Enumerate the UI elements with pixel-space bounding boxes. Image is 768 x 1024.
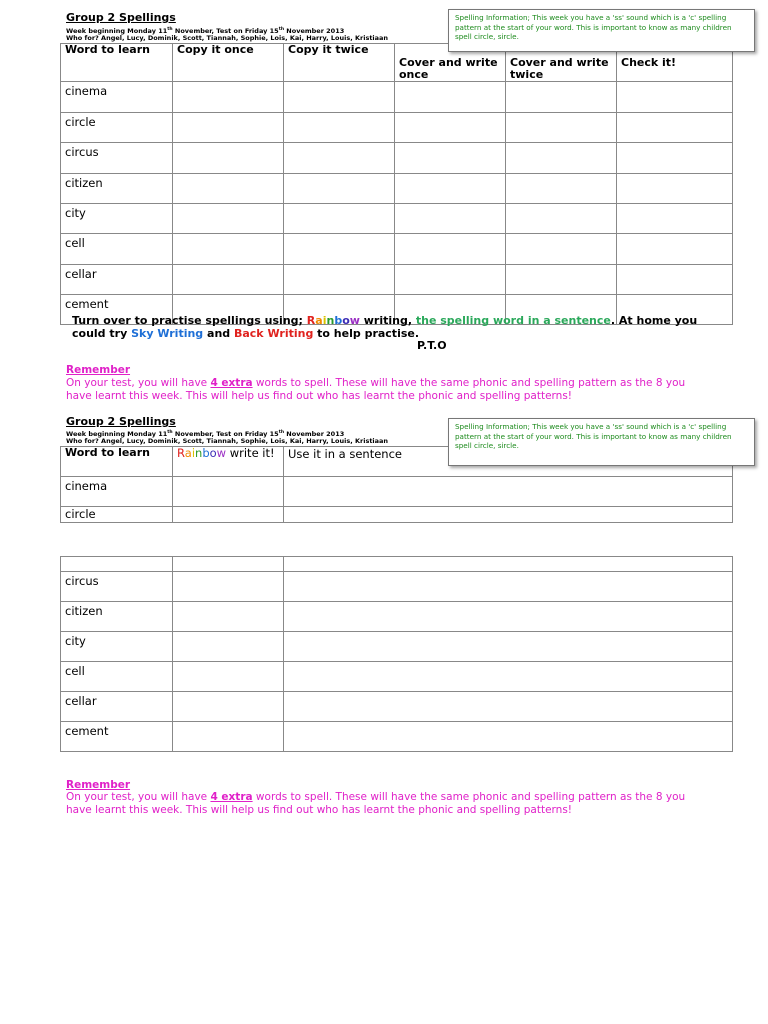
header-copy-twice: Copy it twice — [284, 44, 395, 82]
cover-once-cell[interactable] — [395, 204, 506, 234]
copy-twice-cell[interactable] — [284, 234, 395, 265]
word-cell: city — [61, 204, 173, 234]
table-row — [61, 113, 733, 143]
practise-instructions: Turn over to practise spellings using; Rainbow writing, the spelling word in a sentence. At home you could try Sky Writing and Back Writing to help practise. — [72, 314, 698, 340]
cover-once-cell[interactable] — [395, 174, 506, 204]
rainbow-cell[interactable] — [173, 572, 284, 602]
table-row — [61, 174, 733, 204]
who-for-2: Who for? Angel, Lucy, Dominik, Scott, Tiannah, Sophie, Lois, Kai, Harry, Louis, Kristiaan — [66, 437, 389, 445]
copy-once-cell[interactable] — [173, 143, 284, 174]
cover-once-cell[interactable] — [395, 143, 506, 174]
copy-once-cell[interactable] — [173, 82, 284, 113]
rainbow-cell[interactable] — [173, 477, 284, 507]
header-cover-twice: Cover and write twice — [506, 44, 617, 82]
header-rainbow-write: Rainbow write it! — [173, 447, 284, 477]
remember-text-2: On your test, you will have 4 extra words to spell. These will have the same phonic and spelling pattern as the 8 you have learnt this week. This will help us find out who has learnt the phonic and spelling patterns! — [66, 791, 686, 816]
spelling-info-box: Spelling Information; This week you have a 'ss' sound which is a 'c' spelling pattern at the start of your word. This is important to know as many children spell circle, sircle. — [448, 9, 755, 52]
pto-label: P.T.O — [417, 339, 447, 352]
sentence-phrase: the spelling word in a sentence — [415, 314, 611, 327]
check-cell[interactable] — [617, 265, 733, 295]
copy-once-cell[interactable] — [173, 204, 284, 234]
rainbow-cell[interactable] — [173, 722, 284, 752]
table-row — [61, 602, 733, 632]
cover-twice-cell[interactable] — [506, 82, 617, 113]
word-cell: cell — [61, 234, 173, 265]
week-info-2: Week beginning Monday 11th November, Test on Friday 15th November 2013 — [66, 430, 345, 439]
header-copy-once: Copy it once — [173, 44, 284, 82]
header-sentence: Use it in a sentence — [284, 447, 733, 477]
rainbow-cell[interactable] — [173, 692, 284, 722]
sentence-table-bottom — [60, 556, 733, 752]
table-row — [61, 234, 733, 265]
table-row — [61, 572, 733, 602]
spelling-info-box-2: Spelling Information; This week you have a 'ss' sound which is a 'c' spelling pattern at the start of your word. This is important to know as many children spell circle, sircle. — [448, 418, 755, 466]
cover-once-cell[interactable] — [395, 82, 506, 113]
remember-heading: Remember — [66, 364, 131, 376]
table-row — [61, 507, 733, 523]
check-cell[interactable] — [617, 234, 733, 265]
table-row — [61, 204, 733, 234]
copy-once-cell[interactable] — [173, 234, 284, 265]
copy-twice-cell[interactable] — [284, 143, 395, 174]
copy-twice-cell[interactable] — [284, 82, 395, 113]
header-check: Check it! — [617, 44, 733, 82]
table-row — [61, 143, 733, 174]
table-row — [61, 692, 733, 722]
remember-heading-2: Remember — [66, 779, 131, 791]
table-row — [61, 722, 733, 752]
copy-twice-cell[interactable] — [284, 174, 395, 204]
sentence-cell[interactable] — [284, 507, 733, 523]
sentence-cell[interactable] — [284, 602, 733, 632]
cover-twice-cell[interactable] — [506, 174, 617, 204]
empty-cell — [173, 557, 284, 572]
check-cell[interactable] — [617, 113, 733, 143]
header-word: Word to learn — [61, 44, 173, 82]
page-title: Group 2 Spellings — [66, 11, 176, 24]
sentence-cell[interactable] — [284, 632, 733, 662]
cover-twice-cell[interactable] — [506, 265, 617, 295]
table-row — [61, 662, 733, 692]
word-cell: citizen — [61, 174, 173, 204]
empty-cell — [284, 557, 733, 572]
copy-once-cell[interactable] — [173, 113, 284, 143]
copy-twice-cell[interactable] — [284, 265, 395, 295]
sky-writing: Sky Writing — [131, 327, 204, 340]
cover-once-cell[interactable] — [395, 265, 506, 295]
sentence-cell[interactable] — [284, 722, 733, 752]
word-cell: cinema — [61, 477, 173, 507]
word-cell: citizen — [61, 602, 173, 632]
who-for: Who for? Angel, Lucy, Dominik, Scott, Tiannah, Sophie, Lois, Kai, Harry, Louis, Kristiaan — [66, 34, 389, 42]
table-row — [61, 265, 733, 295]
table-row — [61, 557, 733, 572]
check-cell[interactable] — [617, 204, 733, 234]
header-word: Word to learn — [61, 447, 173, 477]
rainbow-cell[interactable] — [173, 602, 284, 632]
cover-twice-cell[interactable] — [506, 113, 617, 143]
page-title-2: Group 2 Spellings — [66, 415, 176, 428]
rainbow-cell[interactable] — [173, 662, 284, 692]
cover-twice-cell[interactable] — [506, 234, 617, 265]
week-info: Week beginning Monday 11th November, Test on Friday 15th November 2013 — [66, 27, 345, 36]
check-cell[interactable] — [617, 143, 733, 174]
copy-twice-cell[interactable] — [284, 113, 395, 143]
word-cell: cell — [61, 662, 173, 692]
table-row — [61, 477, 733, 507]
sentence-cell[interactable] — [284, 477, 733, 507]
table-row — [61, 632, 733, 662]
empty-cell — [61, 557, 173, 572]
sentence-cell[interactable] — [284, 692, 733, 722]
cover-once-cell[interactable] — [395, 113, 506, 143]
rainbow-word: Rainbow — [306, 314, 360, 327]
copy-once-cell[interactable] — [173, 265, 284, 295]
word-cell: cement — [61, 295, 173, 325]
word-cell: circle — [61, 113, 173, 143]
word-cell: circus — [61, 143, 173, 174]
check-cell[interactable] — [617, 174, 733, 204]
word-cell: city — [61, 632, 173, 662]
copy-once-cell[interactable] — [173, 174, 284, 204]
word-cell: cement — [61, 722, 173, 752]
rainbow-cell[interactable] — [173, 632, 284, 662]
word-cell: circus — [61, 572, 173, 602]
spelling-table — [60, 43, 733, 325]
table-row — [61, 82, 733, 113]
word-cell: cinema — [61, 82, 173, 113]
cover-twice-cell[interactable] — [506, 143, 617, 174]
rainbow-cell[interactable] — [173, 507, 284, 523]
word-cell: cellar — [61, 265, 173, 295]
word-cell: circle — [61, 507, 173, 523]
back-writing: Back Writing — [233, 327, 314, 340]
header-cover-once: Cover and write once — [395, 44, 506, 82]
remember-text: On your test, you will have 4 extra words to spell. These will have the same phonic and spelling pattern as the 8 you have learnt this week. This will help us find out who has learnt the phonic and spelling patterns! — [66, 377, 686, 402]
cover-twice-cell[interactable] — [506, 204, 617, 234]
check-cell[interactable] — [617, 82, 733, 113]
word-cell: cellar — [61, 692, 173, 722]
copy-twice-cell[interactable] — [284, 204, 395, 234]
cover-once-cell[interactable] — [395, 234, 506, 265]
sentence-cell[interactable] — [284, 572, 733, 602]
sentence-cell[interactable] — [284, 662, 733, 692]
